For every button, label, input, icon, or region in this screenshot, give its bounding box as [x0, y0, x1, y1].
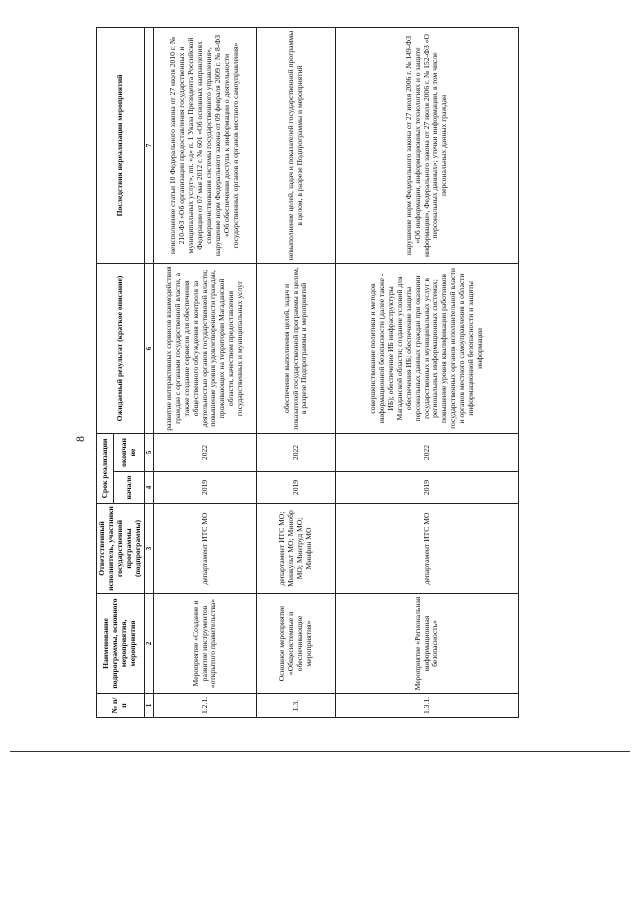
- row-start: 2019: [257, 472, 336, 504]
- row-name: Мероприятие «Региональная информационная безопасность»: [336, 594, 519, 694]
- row-end: 2022: [154, 433, 257, 471]
- rotated-table-container: [96, 28, 485, 718]
- table-row: [257, 27, 336, 717]
- header-executor: Ответственный исполнитель, участники государственной программы (подпрограммы): [97, 504, 145, 594]
- header-period: Срок реализации: [97, 433, 114, 503]
- measures-table: [96, 27, 519, 718]
- row-consequence: нарушение норм Федерального закона от 27 июля 2006 г. № 149-ФЗ «Об информации, информационных технологиях и о защите информации», Федерального закона от 27 июля 2006 г. № 152-ФЗ «О персональных данных»; утечки информации, в том числе персональных данных граждан: [336, 27, 519, 263]
- row-name: Основное мероприятие «Общесистемные и обеспечивающие мероприятия»: [257, 594, 336, 694]
- row-consequence: невыполнение целей, задач и показателей государственной программы в целом, в разрезе Подпрограммы и мероприятий: [257, 27, 336, 263]
- row-consequence: неисполнение статьи 10 Федерального закона от 27 июля 2010 г. № 210-ФЗ «Об организации предоставления государственных и муниципальных услуг», пп. «д» п. 1 Указа Президента Российской Федерации от 07 мая 2012 г. № 601 «Об основных направлениях совершенствования системы государственного управления», нарушение норм Федерального закона от 09 февраля 2009 г. № 8-ФЗ «Об обеспечении доступа к информации о деятельности государственных органов и органов местного самоуправления»: [154, 27, 257, 263]
- row-result: обеспечение выполнения целей, задач и показателей государственной программы в целом, в разрезе Подпрограммы и мероприятий: [257, 263, 336, 433]
- header-result: Ожидаемый результат (краткое описание): [97, 263, 145, 433]
- row-start: 2019: [154, 472, 257, 504]
- row-name: Мероприятие «Создание и развитие инструментов «открытого правительства»: [154, 594, 257, 694]
- row-num: 1.3.1.: [336, 694, 519, 718]
- header-start: начало: [114, 472, 144, 504]
- header-name: Наименование подпрограммы, основного мероприятия, мероприятия: [97, 594, 145, 694]
- row-num: 1.3.: [257, 694, 336, 718]
- table-row: [154, 27, 257, 717]
- page-number: 8: [73, 436, 87, 442]
- header-consequence: Последствия нереализации мероприятий: [97, 27, 145, 263]
- column-number: 4: [144, 472, 153, 504]
- table-row: [336, 27, 519, 717]
- column-number: 5: [144, 433, 153, 471]
- column-number: 1: [144, 694, 153, 718]
- header-end: окончание: [114, 433, 144, 471]
- column-number: 6: [144, 263, 153, 433]
- header-num: № п/п: [97, 694, 145, 718]
- row-executor: департамент ИТС МО; Минкульт МО; Минобр МО; Минтруд МО; Минфин МО: [257, 504, 336, 594]
- row-end: 2022: [257, 433, 336, 471]
- row-start: 2019: [336, 472, 519, 504]
- column-number: 7: [144, 27, 153, 263]
- column-number: 3: [144, 504, 153, 594]
- row-result: развитие интерактивных сервисов взаимодействия граждан с органами государственной власти, а также создание сервисов для обеспечения общественного обсуждения и контроля за деятельностью органов государственной власти; повышение уровня удовлетворенности граждан, проживающих на территории Магаданской области, качеством предоставления государственных и муниципальных услуг: [154, 263, 257, 433]
- row-result: совершенствование политики и методов информационной безопасности (далее также - ИБ); обеспечение ИБ инфраструктуры Магаданской области; создание условий для обеспечения ИБ; обеспечение защиты персональных данных граждан при оказании государственных и муниципальных услуг в региональных информационных системах; повышение уровня квалификации работников государственных органов исполнительной власти и органов местного самоуправления в области информационной безопасности и защиты информации: [336, 263, 519, 433]
- page-divider: [10, 751, 630, 752]
- column-numbers-row: [144, 27, 153, 717]
- row-executor: департамент ИТС МО: [336, 504, 519, 594]
- column-number: 2: [144, 594, 153, 694]
- row-executor: департамент ИТС МО: [154, 504, 257, 594]
- row-end: 2022: [336, 433, 519, 471]
- row-num: 1.2.1.: [154, 694, 257, 718]
